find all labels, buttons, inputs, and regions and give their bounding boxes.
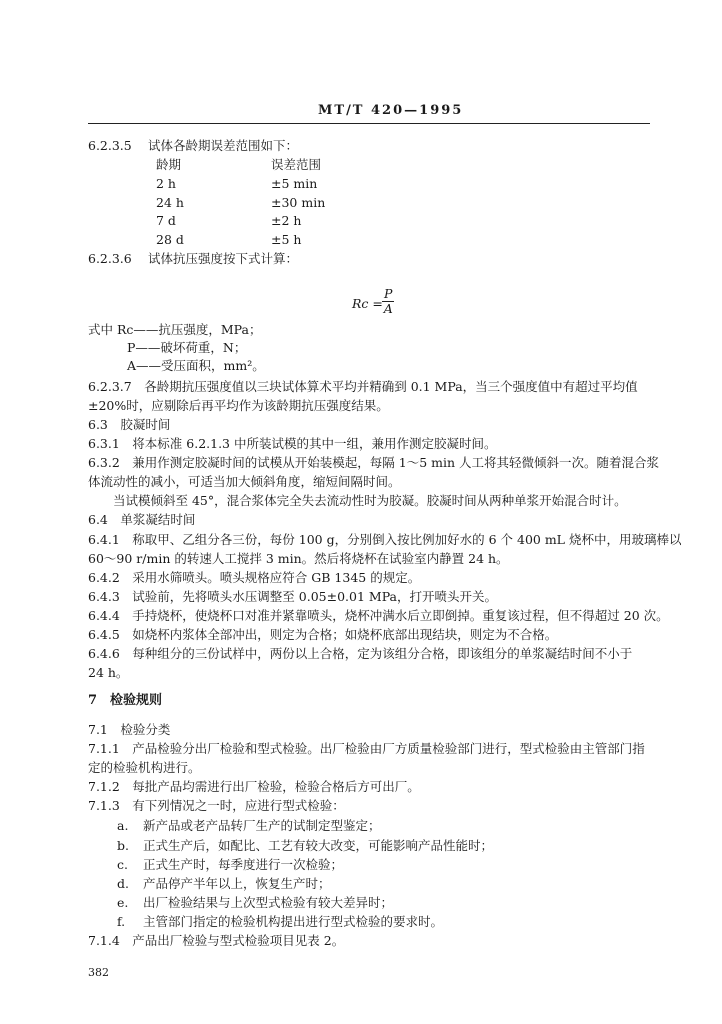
clause-6-4-6-line-1: 6.4.6 每种组分的三份试样中，两份以上合格，定为该组分合格，即该组分的单浆凝结时间不小于 — [88, 646, 633, 661]
table-header-age: 龄期 — [156, 157, 182, 172]
list-item-mark: b. — [117, 838, 129, 853]
list-item-text: 出厂检验结果与上次型式检验有较大差异时； — [143, 895, 394, 910]
clause-6-3-2-line-2: 体流动性的减小，可适当加大倾斜角度，缩短间隔时间。 — [88, 474, 401, 489]
table-header-tolerance: 误差范围 — [271, 157, 322, 172]
table-age-cell: 28 d — [156, 232, 184, 247]
clause-6-2-3-5-text: 试体各龄期误差范围如下： — [148, 138, 299, 153]
table-age-cell: 7 d — [156, 213, 176, 228]
clause-6-3-2-line-3: 当试模倾斜至 45°，混合浆体完全失去流动性时为胶凝。胶凝时间从两种单浆开始混合时计。 — [113, 493, 627, 508]
clause-7-1-1-line-1: 7.1.1 产品检验分出厂检验和型式检验。出厂检验由厂方质量检验部门进行，型式检验由主管部门指 — [88, 741, 645, 756]
list-item-text: 新产品或老产品转厂生产的试制定型鉴定； — [143, 818, 381, 833]
list-item-text: 产品停产半年以上，恢复生产时； — [143, 876, 331, 891]
list-item-mark: e. — [117, 895, 129, 910]
clause-7-1-4: 7.1.4 产品出厂检验与型式检验项目见表 2。 — [88, 933, 345, 948]
table-tolerance-cell: ±5 min — [271, 176, 318, 191]
list-item-mark: a. — [117, 818, 129, 833]
clause-6-3-2-line-1: 6.3.2 兼用作测定胶凝时间的试模从开始装模起，每隔 1～5 min 人工将其轻微倾斜一次。随着混合浆 — [88, 455, 660, 470]
formula-lhs: Rc = — [352, 296, 383, 311]
list-item-mark: d. — [117, 876, 129, 891]
clause-7-1-1-line-2: 定的检验机构进行。 — [88, 760, 201, 775]
formula-denominator: A — [383, 301, 393, 316]
where-line-a: A——受压面积，mm²。 — [127, 358, 265, 373]
table-tolerance-cell: ±2 h — [271, 213, 302, 228]
table-tolerance-cell: ±5 h — [271, 232, 302, 247]
clause-6-4-4: 6.4.4 手持烧杯，使烧杯口对准并紧靠喷头，烧杯冲满水后立即倒掉。重复该过程，但不得超过 20 次。 — [88, 608, 669, 623]
table-age-cell: 24 h — [156, 195, 184, 210]
clause-7-1-3: 7.1.3 有下列情况之一时，应进行型式检验： — [88, 798, 345, 813]
where-line-p: P——破坏荷重，N； — [127, 340, 247, 355]
clause-6-2-3-7-line-1: 6.2.3.7 各龄期抗压强度值以三块试体算术平均并精确到 0.1 MPa，当三个强度值中有超过平均值 — [88, 379, 638, 394]
list-item-text: 正式生产时，每季度进行一次检验； — [143, 857, 344, 872]
where-line-rc: 式中 Rc——抗压强度，MPa； — [88, 322, 262, 337]
list-item-text: 主管部门指定的检验机构提出进行型式检验的要求时。 — [143, 914, 444, 929]
clause-6-2-3-5-number: 6.2.3.5 — [88, 138, 132, 153]
clause-6-4-3: 6.4.3 试验前，先将喷头水压调整至 0.05±0.01 MPa，打开喷头开关。 — [88, 589, 497, 604]
document-header-title: MT/T 420—1995 — [318, 103, 464, 118]
section-6-4-heading: 6.4 单浆凝结时间 — [88, 512, 196, 527]
section-6-3-heading: 6.3 胶凝时间 — [88, 417, 171, 432]
clause-7-1-2: 7.1.2 每批产品均需进行出厂检验，检验合格后方可出厂。 — [88, 779, 420, 794]
chapter-7-heading: 7 检验规则 — [88, 693, 163, 708]
clause-6-4-1-line-2: 60～90 r/min 的转速人工搅拌 3 min。然后将烧杯在试验室内静置 24 h。 — [88, 551, 509, 566]
table-tolerance-cell: ±30 min — [271, 195, 326, 210]
list-item-mark: f. — [117, 914, 126, 929]
list-item-mark: c. — [117, 857, 128, 872]
clause-6-2-3-7-line-2: ±20%时，应剔除后再平均作为该龄期抗压强度结果。 — [88, 398, 389, 413]
table-age-cell: 2 h — [156, 176, 176, 191]
clause-6-4-5: 6.4.5 如烧杯内浆体全部冲出，则定为合格；如烧杯底部出现结块，则定为不合格。 — [88, 627, 558, 642]
clause-6-4-1-line-1: 6.4.1 称取甲、乙组分各三份，每份 100 g，分别倒入按比例加好水的 6 个 400 mL 烧杯中，用玻璃棒以 — [88, 532, 682, 547]
list-item-text: 正式生产后，如配比、工艺有较大改变，可能影响产品性能时； — [143, 838, 494, 853]
clause-6-4-6-line-2: 24 h。 — [88, 665, 129, 680]
page-number: 382 — [88, 966, 109, 979]
clause-6-2-3-6-text: 试体抗压强度按下式计算： — [148, 251, 299, 266]
section-7-1-heading: 7.1 检验分类 — [88, 722, 171, 737]
clause-6-4-2: 6.4.2 采用水筛喷头。喷头规格应符合 GB 1345 的规定。 — [88, 570, 421, 585]
header-rule — [88, 123, 650, 124]
formula-fraction — [382, 287, 394, 316]
clause-6-3-1: 6.3.1 将本标准 6.2.1.3 中所装试模的其中一组，兼用作测定胶凝时间。 — [88, 436, 497, 451]
formula-numerator: P — [384, 286, 393, 301]
clause-6-2-3-6-number: 6.2.3.6 — [88, 251, 132, 266]
